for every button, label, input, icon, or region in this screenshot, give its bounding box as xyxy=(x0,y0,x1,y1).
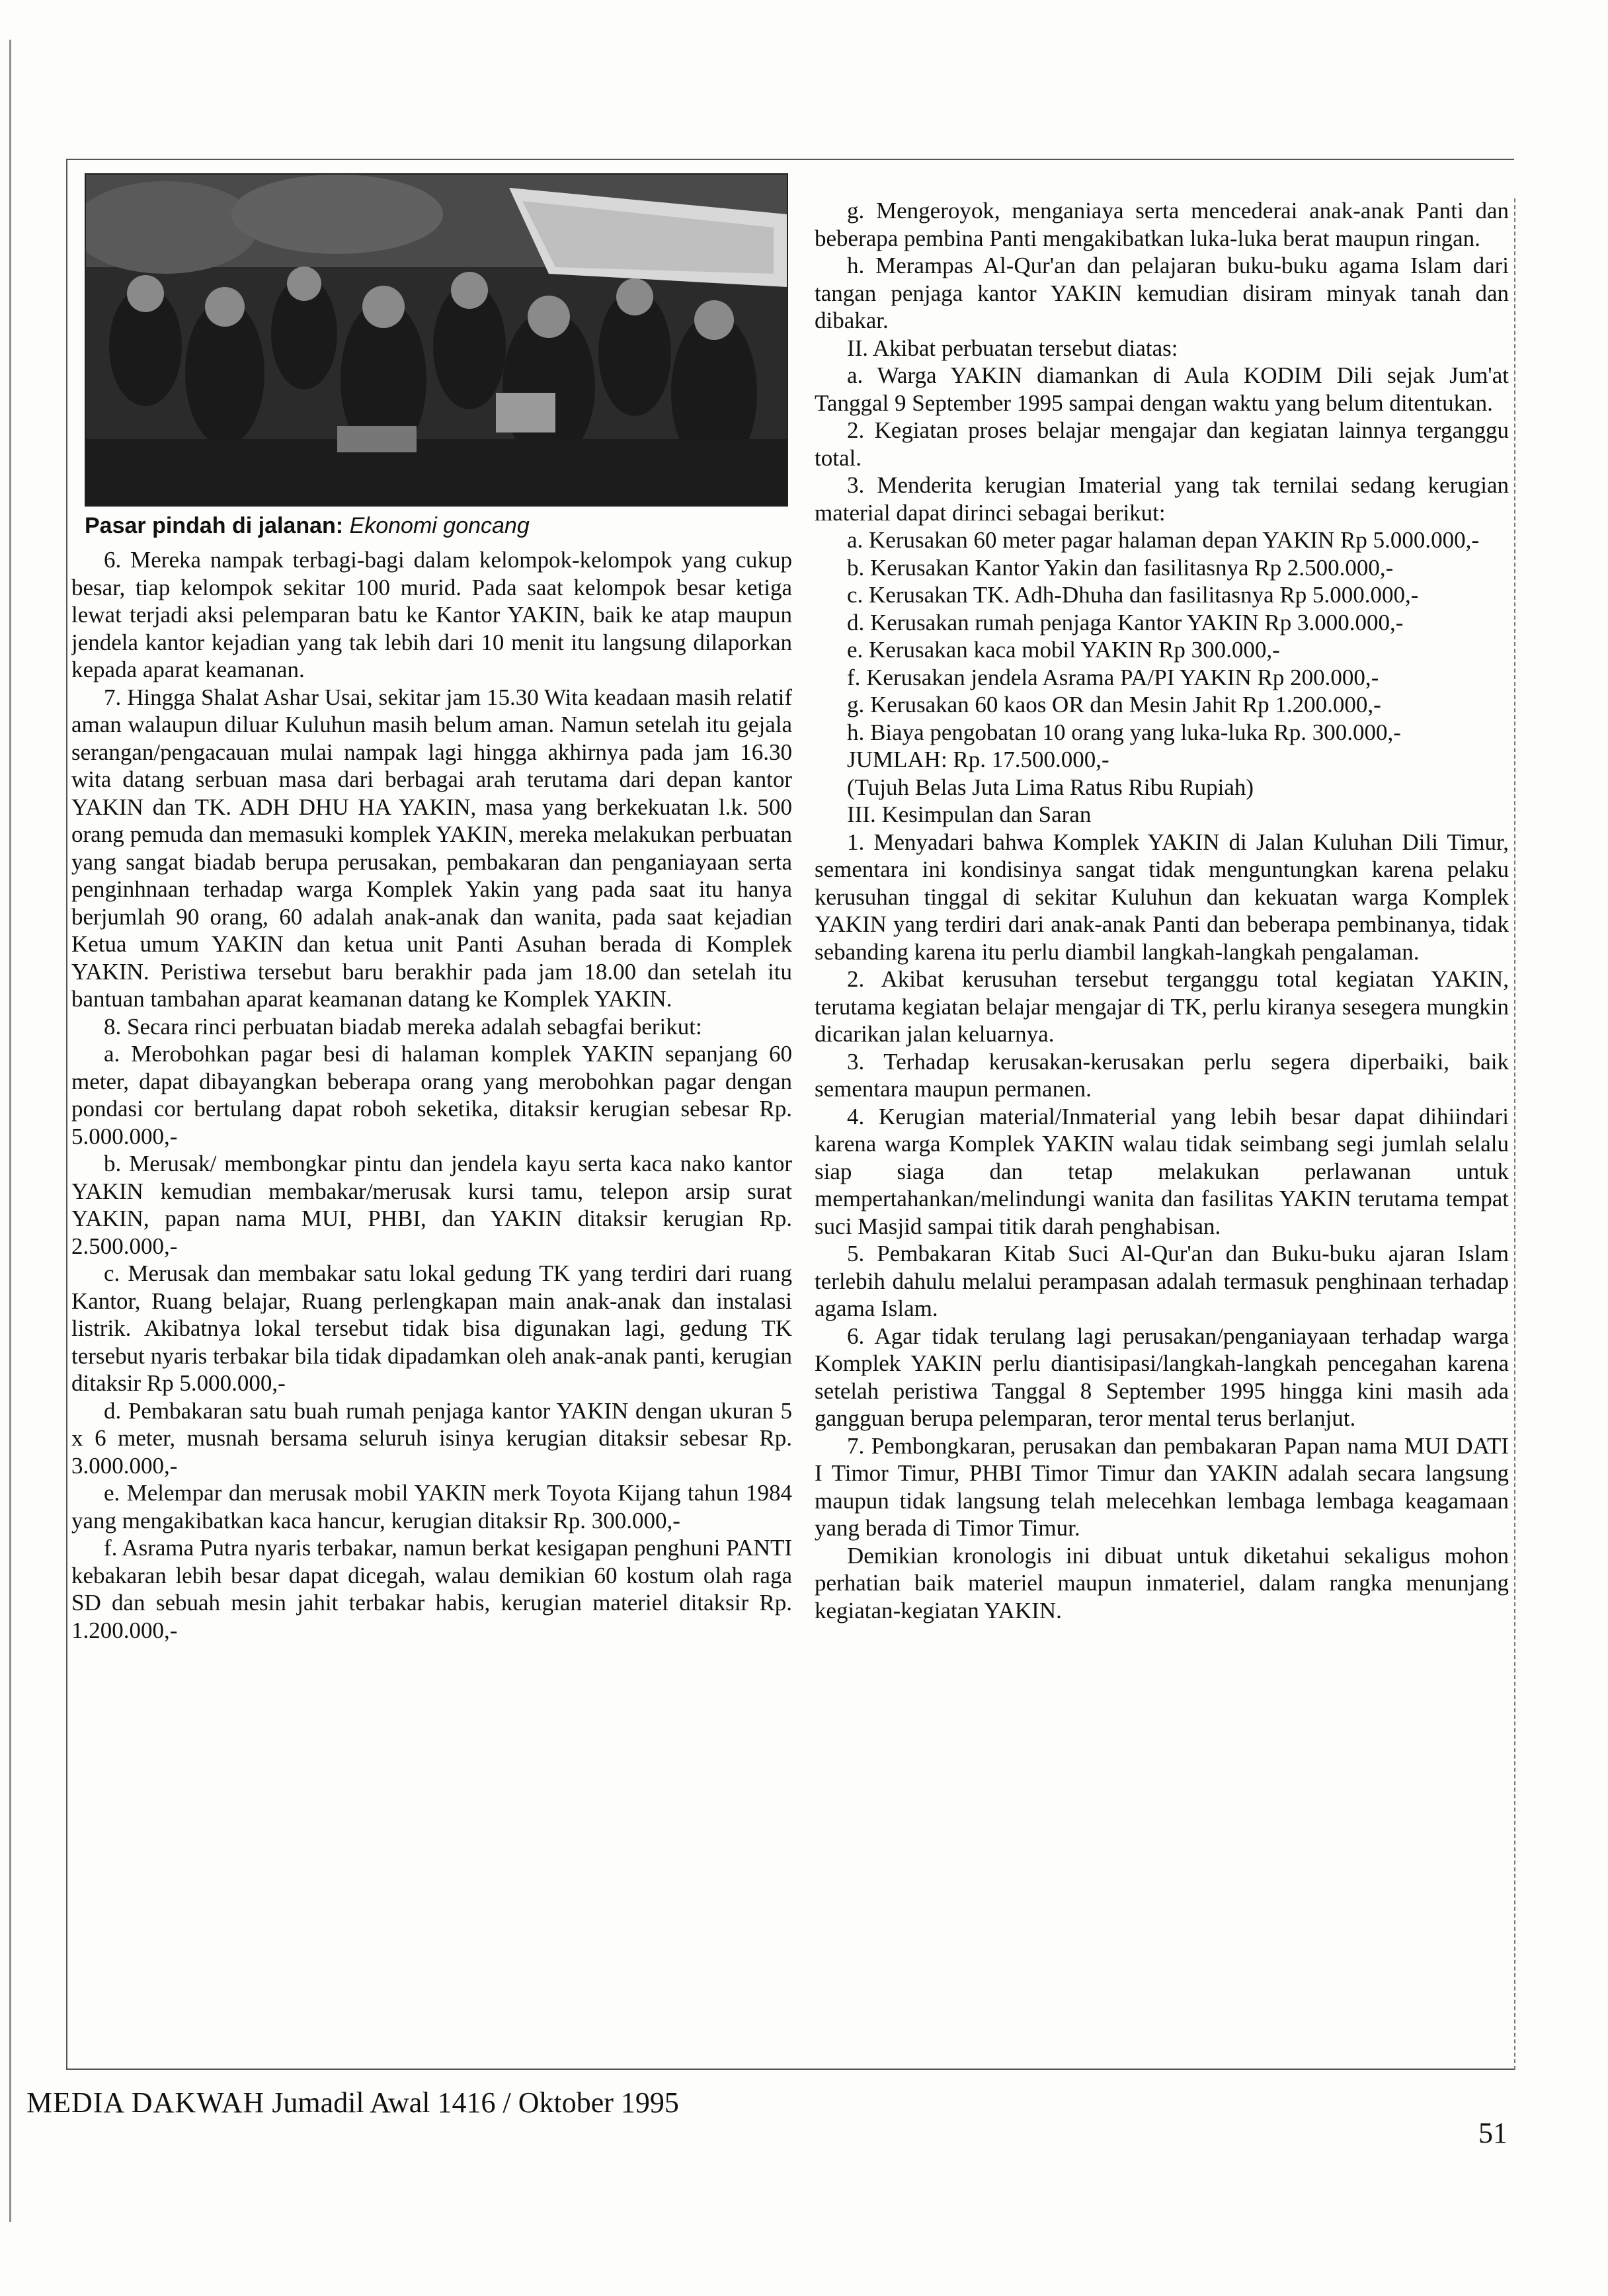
paragraph: a. Warga YAKIN diamankan di Aula KODIM Dili sejak Jum'at Tanggal 9 September 1995 sampai dengan waktu yang belum ditentukan. xyxy=(815,362,1509,416)
page-frame-left xyxy=(66,159,67,2070)
paragraph: a. Merobohkan pagar besi di halaman komplek YAKIN sepanjang 60 meter, dapat dibayangkan beberapa orang yang merobohkan pagar dengan pondasi cor bertulang dapat roboh seketika, ditaksir kerugian sebesar Rp. 5.000.000,- xyxy=(71,1041,792,1149)
page-frame-right xyxy=(1514,198,1515,2070)
damage-item: a. Kerusakan 60 meter pagar halaman depan YAKIN Rp 5.000.000,- xyxy=(847,527,1480,553)
damage-item: h. Biaya pengobatan 10 orang yang luka-luka Rp. 300.000,- xyxy=(847,719,1401,745)
damage-item: g. Kerusakan 60 kaos OR dan Mesin Jahit Rp 1.200.000,- xyxy=(847,692,1381,718)
page-frame-bottom xyxy=(66,2069,1514,2070)
damage-item: f. Kerusakan jendela Asrama PA/PI YAKIN Rp 200.000,- xyxy=(847,664,1379,690)
market-photo xyxy=(85,173,788,507)
left-text-column xyxy=(71,546,792,2061)
paragraph: 6. Agar tidak terulang lagi perusakan/penganiayaan terhadap warga Komplek YAKIN perlu diantisipasi/langkah-langkah pencegahan karena setelah peristiwa Tanggal 8 September 1995 hingga kini masih ada gangguan berupa pelemparan, teror mental terus berlanjut. xyxy=(815,1323,1509,1431)
paragraph: e. Melempar dan merusak mobil YAKIN merk Toyota Kijang tahun 1984 yang mengakibatkan kaca hancur, kerugian ditaksir Rp. 300.000,- xyxy=(71,1480,792,1534)
paragraph: 1. Menyadari bahwa Komplek YAKIN di Jalan Kuluhan Dili Timur, sementara ini kondisinya sangat tidak menguntungkan karena pelaku kerusuhan tinggal di sekitar Kuluhun dan kekuatan warga Komplek YAKIN yang terdiri dari anak-anak Panti dan beberapa pembinanya, tidak sebanding karena itu perlu diambil langkah-langkah pengalaman. xyxy=(815,829,1509,965)
paragraph: b. Merusak/ membongkar pintu dan jendela kayu serta kaca nako kantor YAKIN kemudian membakar/merusak kursi tamu, telepon arsip surat YAKIN, papan nama MUI, PHBI, dan YAKIN ditaksir kerugian Rp. 2.500.000,- xyxy=(71,1151,792,1259)
publication-name: MEDIA DAKWAH xyxy=(26,2086,265,2119)
paragraph: g. Mengeroyok, menganiaya serta mencederai anak-anak Panti dan beberapa pembina Panti mengakibatkan luka-luka berat maupun ringan. xyxy=(815,198,1509,251)
paragraph: 8. Secara rinci perbuatan biadab mereka adalah sebagfai berikut: xyxy=(104,1013,702,1040)
paragraph: d. Pembakaran satu buah rumah penjaga kantor YAKIN dengan ukuran 5 x 6 meter, musnah bersama seluruh isinya kerugian ditaksir sebesar Rp. 3.000.000,- xyxy=(71,1397,792,1479)
issue-date: Jumadil Awal 1416 / Oktober 1995 xyxy=(272,2086,679,2119)
paragraph: 2. Akibat kerusuhan tersebut terganggu total kegiatan YAKIN, terutama kegiatan belajar mengajar di TK, perlu kiranya sesegera mungkin dicarikan jalan keluarnya. xyxy=(815,966,1509,1047)
damage-total: JUMLAH: Rp. 17.500.000,- xyxy=(847,747,1109,772)
closing-paragraph: Demikian kronologis ini dibuat untuk diketahui sekaligus mohon perhatian baik materiel maupun inmateriel, dalam rangka menunjang kegiatan-kegiatan YAKIN. xyxy=(815,1542,1509,1623)
right-text-column xyxy=(815,197,1509,2062)
scan-edge-line xyxy=(9,40,11,2222)
page-number: 51 xyxy=(1478,2117,1508,2149)
paragraph: 6. Mereka nampak terbagi-bagi dalam kelompok-kelompok yang cukup besar, tiap kelompok sekitar 100 murid. Pada saat kelompok besar ketiga lewat terjadi aksi pelemparan batu ke Kantor YAKIN, baik ke atap maupun jendela kantor kejadian yang tak lebih dari 10 menit itu langsung dilaporkan kepada aparat keamanan. xyxy=(71,547,792,682)
damage-total-words: (Tujuh Belas Juta Lima Ratus Ribu Rupiah) xyxy=(847,774,1254,800)
damage-item: e. Kerusakan kaca mobil YAKIN Rp 300.000,- xyxy=(847,637,1280,663)
damage-item: b. Kerusakan Kantor Yakin dan fasilitasnya Rp 2.500.000,- xyxy=(847,554,1394,581)
photo-caption xyxy=(85,509,785,546)
photo-caption-bold: Pasar pindah di jalanan: xyxy=(85,513,344,538)
market-photo-image xyxy=(86,175,787,505)
damage-item: c. Kerusakan TK. Adh-Dhuha dan fasilitasnya Rp 5.000.000,- xyxy=(847,582,1419,608)
paragraph: 7. Pembongkaran, perusakan dan pembakaran Papan nama MUI DATI I Timor Timur, PHBI Timor Timur dan YAKIN adalah secara langsung maupun tidak langsung telah melecehkan lembaga lembaga keagamaan yang berada di Timor Timur. xyxy=(815,1432,1509,1541)
paragraph: 2. Kegiatan proses belajar mengajar dan kegiatan lainnya terganggu total. xyxy=(815,417,1509,471)
paragraph: 5. Pembakaran Kitab Suci Al-Qur'an dan Buku-buku ajaran Islam terlebih dahulu melalui perampasan adalah termasuk penghinaan terhadap agama Islam. xyxy=(815,1241,1509,1321)
section-heading: III. Kesimpulan dan Saran xyxy=(847,801,1092,827)
footer-publication xyxy=(26,2083,886,2123)
page-frame-top xyxy=(66,159,1514,160)
paragraph: h. Merampas Al-Qur'an dan pelajaran buku-buku agama Islam dari tangan penjaga kantor YAKIN kemudian disiram minyak tanah dan dibakar. xyxy=(815,253,1509,333)
paragraph: f. Asrama Putra nyaris terbakar, namun berkat kesigapan penghuni PANTI kebakaran lebih besar dapat dicegah, walau demikian 60 kostum olah raga SD dan sebuah mesin jahit terbakar habis, kerugian materiel ditaksir Rp. 1.200.000,- xyxy=(71,1535,792,1643)
paragraph: II. Akibat perbuatan tersebut diatas: xyxy=(847,335,1178,361)
paragraph: 3. Terhadap kerusakan-kerusakan perlu segera diperbaiki, baik sementara maupun permanen. xyxy=(815,1048,1509,1102)
paragraph: c. Merusak dan membakar satu lokal gedung TK yang terdiri dari ruang Kantor, Ruang belajar, Ruang perlengkapan main anak-anak dan instalasi listrik. Akibatnya lokal tersebut tidak bisa digunakan lagi, gedung TK tersebut nyaris terbakar bila tidak dipadamkan oleh anak-anak panti, kerugian ditaksir Rp 5.000.000,- xyxy=(71,1260,792,1396)
photo-caption-italic: Ekonomi goncang xyxy=(349,513,530,538)
paragraph: 4. Kerugian material/Inmaterial yang lebih besar dapat dihiindari karena warga Komplek YAKIN walau tidak seimbang segi jumlah selalu siap siaga dan tetap melakukan perlawanan untuk mempertahankan/melindungi wanita dan fasilitas YAKIN terutama tempat suci Masjid sampai titik darah penghabisan. xyxy=(815,1103,1509,1239)
paragraph: 3. Menderita kerugian Imaterial yang tak ternilai sedang kerugian material dapat dirinci sebagai berikut: xyxy=(815,472,1509,526)
paragraph: 7. Hingga Shalat Ashar Usai, sekitar jam 15.30 Wita keadaan masih relatif aman walaupun diluar Kuluhun masih belum aman. Namun setelah itu gejala serangan/pengacauan mulai nampak lagi hingga akhirnya pada jam 16.30 wita datang serbuan masa dari berbagai arah terutama dari depan kantor YAKIN dan TK. ADH DHU HA YAKIN, masa yang berkekuatan l.k. 500 orang pemuda dan memasuki komplek YAKIN, mereka melakukan perbuatan yang sangat biadab berupa perusakan, pembakaran dan penganiayaan serta penginhnaan terhadap warga Komplek Yakin yang pada saat itu hanya berjumlah 90 orang, 60 adalah anak-anak dan wanita, pada saat kejadian Ketua umum YAKIN dan ketua unit Panti Asuhan berada di Komplek YAKIN. Peristiwa tersebut baru berakhir pada jam 18.00 dan setelah itu bantuan tambahan aparat keamanan datang ke Komplek YAKIN. xyxy=(71,684,792,1012)
damage-item: d. Kerusakan rumah penjaga Kantor YAKIN Rp 3.000.000,- xyxy=(847,609,1404,636)
